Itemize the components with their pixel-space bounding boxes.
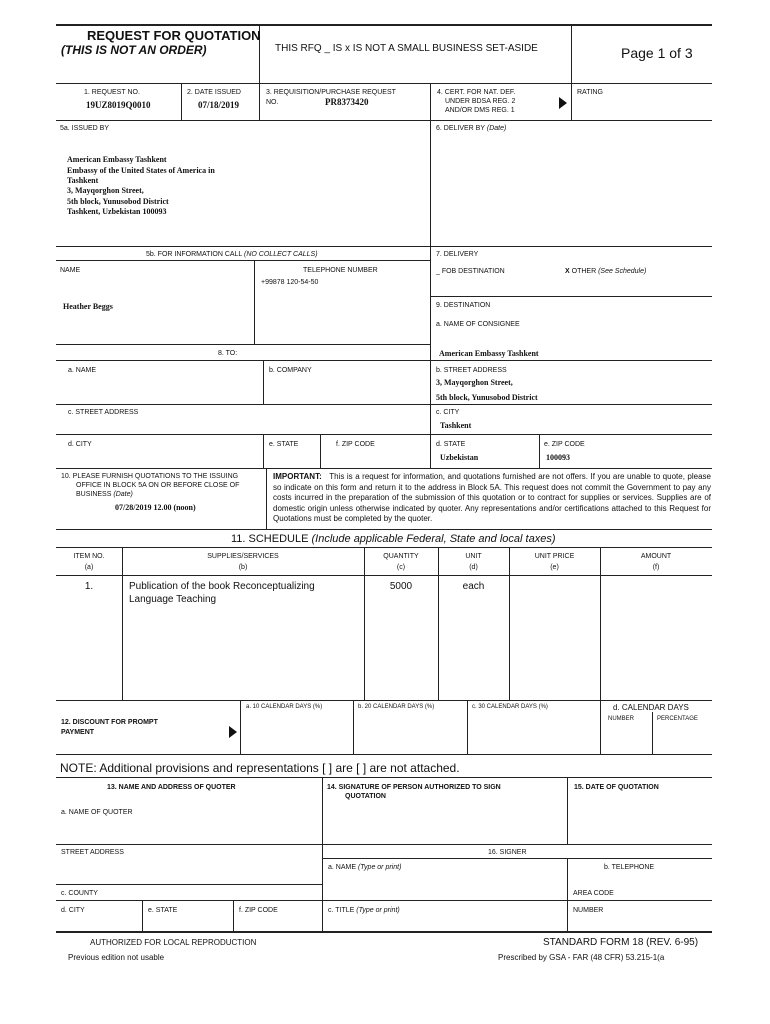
rule xyxy=(181,83,182,121)
item-no-cell[interactable]: 1. xyxy=(84,581,94,592)
standard-form-text: STANDARD FORM 18 (REV. 6-95) xyxy=(543,937,699,948)
rule xyxy=(56,884,322,885)
rule xyxy=(56,529,712,530)
cert-label: 4. CERT. FOR NAT. DEF. xyxy=(437,89,516,96)
signer-title-suffix: (Type or print) xyxy=(356,907,400,914)
rule xyxy=(56,120,712,121)
state-label: d. STATE xyxy=(436,441,466,448)
to-city-label: d. CITY xyxy=(68,441,92,448)
quoter-state-label: e. STATE xyxy=(148,907,178,914)
important-label: IMPORTANT: xyxy=(273,472,322,481)
rule xyxy=(571,83,572,121)
quoter-street-label: STREET ADDRESS xyxy=(61,849,124,856)
rule xyxy=(56,83,712,84)
furnish-label xyxy=(76,490,133,499)
address-line: Embassy of the United States of America in xyxy=(67,166,215,175)
signer-label: 16. SIGNER xyxy=(488,849,527,856)
description-cell[interactable]: Language Teaching xyxy=(129,594,217,605)
city-value[interactable]: Tashkent xyxy=(440,421,472,430)
rule xyxy=(600,700,601,755)
cert-label: UNDER BDSA REG. 2 xyxy=(445,98,516,105)
rule xyxy=(467,700,468,755)
col-header-item: ITEM NO. xyxy=(73,553,105,560)
rule xyxy=(56,468,712,469)
rule xyxy=(233,900,234,932)
street-address-value[interactable]: 3, Mayqorghon Street, xyxy=(436,378,513,387)
signer-title-text: c. TITLE xyxy=(328,907,355,914)
requisition-label: 3. REQUISITION/PURCHASE REQUEST xyxy=(266,89,396,96)
unit-cell[interactable]: each xyxy=(462,581,485,592)
quoter-section-label: 13. NAME AND ADDRESS OF QUOTER xyxy=(107,784,236,791)
destination-label: 9. DESTINATION xyxy=(436,302,491,309)
percentage-label: PERCENTAGE xyxy=(657,716,698,722)
calendar-days-label: d. CALENDAR DAYS xyxy=(613,703,689,712)
issued-by-label: 5a. ISSUED BY xyxy=(60,125,110,132)
fob-destination-option[interactable]: _ FOB DESTINATION xyxy=(436,268,505,275)
arrow-right-icon xyxy=(229,726,237,738)
page-indicator: Page 1 of 3 xyxy=(621,45,693,61)
to-company-label: b. COMPANY xyxy=(269,367,312,374)
rule xyxy=(430,83,431,469)
furnish-business: BUSINESS xyxy=(76,491,112,498)
signer-title-label xyxy=(328,906,400,915)
form-title: REQUEST FOR QUOTATION xyxy=(87,28,261,43)
rule xyxy=(56,700,712,701)
col-sub: (e) xyxy=(550,564,559,571)
quoter-county-label: c. COUNTY xyxy=(61,890,98,897)
state-value[interactable]: Uzbekistan xyxy=(440,453,479,462)
address-line: Tashkent, Uzbekistan 100093 xyxy=(67,207,167,216)
quote-due-date[interactable]: 07/28/2019 12.00 (noon) xyxy=(115,503,196,512)
setaside-field[interactable]: THIS RFQ _ IS x IS NOT A SMALL BUSINESS SET-ASIDE xyxy=(275,43,538,54)
rule xyxy=(56,900,712,901)
important-notice xyxy=(273,472,711,525)
rule xyxy=(263,434,264,469)
rule xyxy=(322,858,712,859)
discount-30-label: c. 30 CALENDAR DAYS (%) xyxy=(472,704,548,710)
street-address-value[interactable]: 5th block, Yunusobod District xyxy=(436,393,538,402)
zip-value[interactable]: 100093 xyxy=(546,453,570,462)
requisition-no-label: NO. xyxy=(266,99,279,106)
date-issued-label: 2. DATE ISSUED xyxy=(187,89,241,96)
deliver-by-text: 6. DELIVER BY xyxy=(436,125,485,132)
name-label: NAME xyxy=(60,267,81,274)
address-line: Tashkent xyxy=(67,176,99,185)
description-cell[interactable]: Publication of the book Reconceptualizing xyxy=(129,581,315,592)
requisition-no-value[interactable]: PR8373420 xyxy=(325,97,369,107)
col-sub: (c) xyxy=(396,564,406,571)
rule xyxy=(56,344,430,345)
rule xyxy=(56,260,430,261)
discount-label: 12. DISCOUNT FOR PROMPT xyxy=(61,719,158,726)
info-call-label xyxy=(146,250,318,259)
contact-name-value[interactable]: Heather Beggs xyxy=(63,302,113,311)
deliver-by-suffix: (Date) xyxy=(486,125,507,132)
to-zip-label: f. ZIP CODE xyxy=(336,441,375,448)
amount-cell[interactable] xyxy=(603,581,709,696)
schedule-title xyxy=(231,533,555,546)
other-mark: X xyxy=(565,268,570,275)
zip-label: e. ZIP CODE xyxy=(544,441,585,448)
col-header-unit-price: UNIT PRICE xyxy=(534,553,575,560)
info-call-suffix: (NO COLLECT CALLS) xyxy=(244,251,318,258)
rule xyxy=(263,360,264,405)
rule xyxy=(56,404,712,405)
rule xyxy=(56,844,712,845)
address-line: 3, Mayqorghon Street, xyxy=(67,186,144,195)
signer-name-text: a. NAME xyxy=(328,864,357,871)
schedule-title-text: 11. SCHEDULE xyxy=(231,533,309,545)
other-suffix: (See Schedule) xyxy=(598,268,647,275)
city-label: c. CITY xyxy=(436,409,460,416)
rule xyxy=(56,777,712,778)
to-name-label: a. NAME xyxy=(68,367,97,374)
address-line: 5th block, Yunusobod District xyxy=(67,197,169,206)
authorized-text: AUTHORIZED FOR LOCAL REPRODUCTION xyxy=(90,938,257,947)
col-header-quantity: QUANTITY xyxy=(383,553,419,560)
rule xyxy=(266,468,267,530)
col-header-unit: UNIT xyxy=(465,553,482,560)
address-line: American Embassy Tashkent xyxy=(67,155,167,164)
other-text: OTHER xyxy=(571,268,597,275)
col-header-supplies: SUPPLIES/SERVICES xyxy=(207,553,279,560)
quoter-name-label: a. NAME OF QUOTER xyxy=(61,809,133,816)
rule xyxy=(430,296,712,297)
previous-edition-text: Previous edition not usable xyxy=(68,953,165,962)
area-code-label: AREA CODE xyxy=(573,890,614,897)
rule xyxy=(56,246,712,247)
phone-number-label: NUMBER xyxy=(573,907,604,914)
rating-label: RATING xyxy=(577,89,603,96)
quantity-cell[interactable]: 5000 xyxy=(389,581,413,592)
request-no-value[interactable]: 19UZ8019Q0010 xyxy=(86,100,151,110)
col-sub: (b) xyxy=(238,564,248,571)
rule xyxy=(259,83,260,121)
rule xyxy=(56,24,712,26)
rule xyxy=(571,24,572,84)
other-option[interactable] xyxy=(565,267,646,276)
form-subtitle: (THIS IS NOT AN ORDER) xyxy=(61,43,207,57)
furnish-label: OFFICE IN BLOCK 5A ON OR BEFORE CLOSE OF xyxy=(76,482,240,489)
important-text: This is a request for information, and quotations furnished are not offers. If you are unable to quote, please so indicate on this form and return it to the address in Block 5A. This request does not commit the Government to pay any costs incurred in the preparation of the submission of this quotation or to contract for supplies or services. Supplies are of domestic origin unless otherwise indicated by quoter. Any representations and/or certifications attached to this Request for Quotations must be completed by the quoter. xyxy=(273,472,712,523)
rule xyxy=(56,575,712,576)
signer-name-suffix: (Type or print) xyxy=(357,864,402,871)
rule xyxy=(539,434,540,469)
col-sub: (f) xyxy=(652,564,660,571)
furnish-label: 10. PLEASE FURNISH QUOTATIONS TO THE ISSUING xyxy=(61,473,239,480)
rule xyxy=(56,434,712,435)
rule xyxy=(56,360,712,361)
rule xyxy=(56,547,712,548)
request-no-label: 1. REQUEST NO. xyxy=(84,89,140,96)
quoter-zip-label: f. ZIP CODE xyxy=(239,907,278,914)
discount-label: PAYMENT xyxy=(61,729,95,736)
rule xyxy=(353,700,354,755)
discount-10-label: a. 10 CALENDAR DAYS (%) xyxy=(246,704,323,710)
quote-date-label: 15. DATE OF QUOTATION xyxy=(574,784,659,791)
rule xyxy=(567,777,568,845)
col-header-amount: AMOUNT xyxy=(640,553,672,560)
signer-phone-label: b. TELEPHONE xyxy=(604,864,655,871)
rule xyxy=(320,434,321,469)
prescribed-text: Prescribed by GSA - FAR (48 CFR) 53.215-1(a xyxy=(498,953,665,962)
to-street-label: c. STREET ADDRESS xyxy=(68,409,139,416)
unit-price-cell[interactable] xyxy=(512,581,597,696)
deliver-by-label xyxy=(436,124,506,133)
rule xyxy=(322,777,323,932)
telephone-value[interactable]: +99878 120-54-50 xyxy=(261,279,319,286)
cert-label: AND/OR DMS REG. 1 xyxy=(445,107,515,114)
furnish-date-suffix: (Date) xyxy=(113,491,133,498)
consignee-value[interactable]: American Embassy Tashkent xyxy=(439,349,539,358)
consignee-label: a. NAME OF CONSIGNEE xyxy=(436,321,520,328)
rule xyxy=(567,858,568,932)
telephone-label: TELEPHONE NUMBER xyxy=(303,267,378,274)
rule xyxy=(56,931,712,933)
rule xyxy=(142,900,143,932)
date-issued-value[interactable]: 07/18/2019 xyxy=(198,100,240,110)
number-label: NUMBER xyxy=(608,716,635,722)
signature-label: QUOTATION xyxy=(345,793,386,800)
signature-label: 14. SIGNATURE OF PERSON AUTHORIZED TO SIGN xyxy=(327,784,501,791)
rule xyxy=(240,700,241,755)
discount-20-label: b. 20 CALENDAR DAYS (%) xyxy=(358,704,435,710)
info-call-text: 5b. FOR INFORMATION CALL xyxy=(146,251,243,258)
to-label: 8. TO: xyxy=(218,350,238,357)
rule xyxy=(254,260,255,345)
to-state-label: e. STATE xyxy=(269,441,299,448)
col-sub: (a) xyxy=(84,564,94,571)
street-address-label: b. STREET ADDRESS xyxy=(436,367,507,374)
quoter-city-label: d. CITY xyxy=(61,907,85,914)
signer-name-label xyxy=(328,863,401,872)
rule xyxy=(56,754,712,755)
schedule-title-suffix: (Include applicable Federal, State and local taxes) xyxy=(311,533,556,545)
col-sub: (d) xyxy=(469,564,478,571)
rule xyxy=(652,712,653,755)
arrow-right-icon xyxy=(559,97,567,109)
provisions-note: NOTE: Additional provisions and representations [ ] are [ ] are not attached. xyxy=(60,761,460,775)
delivery-label: 7. DELIVERY xyxy=(436,251,479,258)
